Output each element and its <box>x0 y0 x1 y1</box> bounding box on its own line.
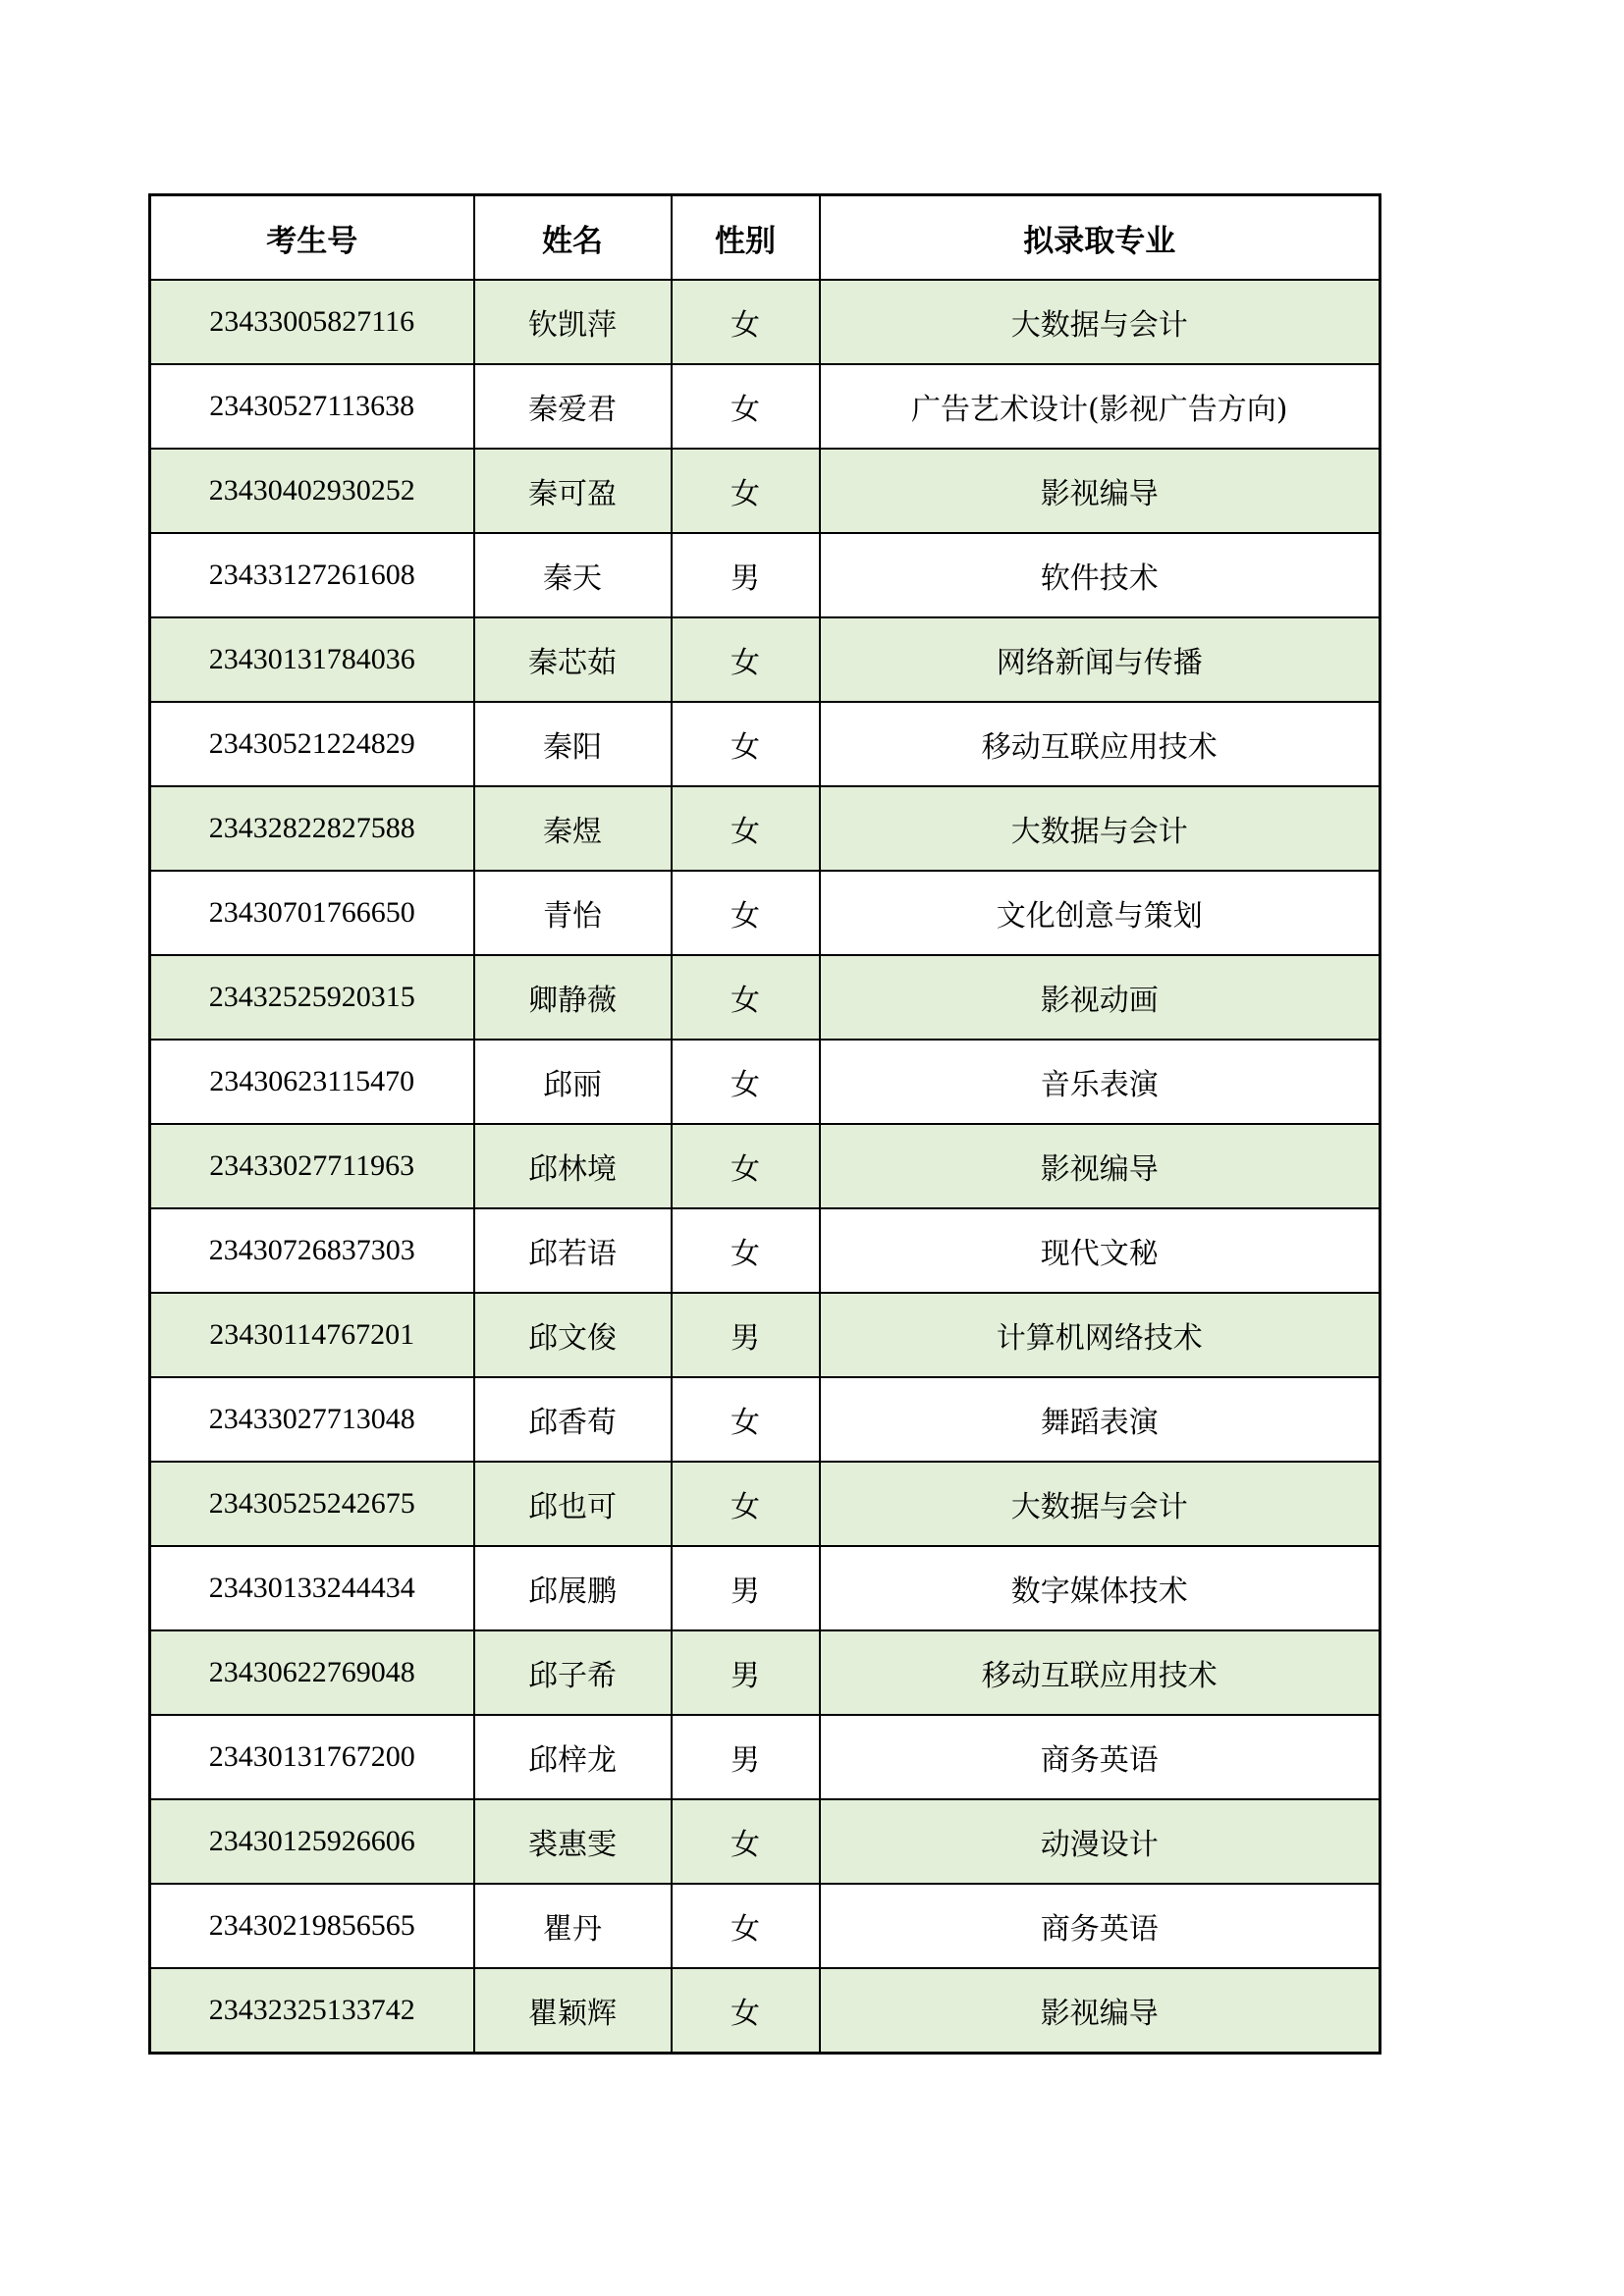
admission-table <box>148 193 1381 2055</box>
table-row <box>150 1040 1380 1124</box>
table-row <box>150 1884 1380 1968</box>
cell-major: 大数据与会计 <box>820 1462 1380 1546</box>
table-row <box>150 871 1380 955</box>
cell-exam-id: 23433027711963 <box>150 1124 474 1208</box>
cell-exam-id: 23430521224829 <box>150 702 474 786</box>
header-name: 姓名 <box>474 195 672 281</box>
table-row <box>150 280 1380 364</box>
table-row <box>150 364 1380 449</box>
header-major: 拟录取专业 <box>820 195 1380 281</box>
cell-exam-id: 23432325133742 <box>150 1968 474 2054</box>
table-row <box>150 1293 1380 1377</box>
cell-exam-id: 23430726837303 <box>150 1208 474 1293</box>
cell-major: 移动互联应用技术 <box>820 702 1380 786</box>
cell-name: 秦爱君 <box>474 364 672 449</box>
table-row <box>150 449 1380 533</box>
cell-gender: 女 <box>672 871 820 955</box>
cell-major: 影视编导 <box>820 449 1380 533</box>
cell-major: 现代文秘 <box>820 1208 1380 1293</box>
cell-gender: 女 <box>672 955 820 1040</box>
cell-gender: 男 <box>672 1630 820 1715</box>
cell-major: 大数据与会计 <box>820 280 1380 364</box>
cell-gender: 女 <box>672 449 820 533</box>
cell-exam-id: 23432822827588 <box>150 786 474 871</box>
cell-exam-id: 23430527113638 <box>150 364 474 449</box>
cell-name: 秦阳 <box>474 702 672 786</box>
cell-major: 舞蹈表演 <box>820 1377 1380 1462</box>
cell-name: 邱林境 <box>474 1124 672 1208</box>
cell-name: 邱丽 <box>474 1040 672 1124</box>
cell-name: 邱展鹏 <box>474 1546 672 1630</box>
cell-gender: 女 <box>672 617 820 702</box>
cell-gender: 男 <box>672 1293 820 1377</box>
cell-gender: 男 <box>672 1715 820 1799</box>
cell-exam-id: 23430701766650 <box>150 871 474 955</box>
table-row <box>150 955 1380 1040</box>
cell-gender: 女 <box>672 786 820 871</box>
cell-name: 青怡 <box>474 871 672 955</box>
cell-exam-id: 23433005827116 <box>150 280 474 364</box>
cell-exam-id: 23430402930252 <box>150 449 474 533</box>
cell-major: 大数据与会计 <box>820 786 1380 871</box>
cell-major: 动漫设计 <box>820 1799 1380 1884</box>
table-row <box>150 1377 1380 1462</box>
cell-exam-id: 23432525920315 <box>150 955 474 1040</box>
table-row <box>150 1715 1380 1799</box>
cell-exam-id: 23433127261608 <box>150 533 474 617</box>
table-row <box>150 1968 1380 2054</box>
cell-major: 网络新闻与传播 <box>820 617 1380 702</box>
cell-major: 数字媒体技术 <box>820 1546 1380 1630</box>
header-gender: 性别 <box>672 195 820 281</box>
table-row <box>150 617 1380 702</box>
cell-name: 秦煜 <box>474 786 672 871</box>
cell-exam-id: 23430622769048 <box>150 1630 474 1715</box>
table-row <box>150 1124 1380 1208</box>
cell-gender: 女 <box>672 364 820 449</box>
cell-major: 广告艺术设计(影视广告方向) <box>820 364 1380 449</box>
cell-gender: 女 <box>672 702 820 786</box>
cell-gender: 女 <box>672 1040 820 1124</box>
table-row <box>150 1208 1380 1293</box>
cell-gender: 男 <box>672 1546 820 1630</box>
cell-major: 影视动画 <box>820 955 1380 1040</box>
cell-name: 邱若语 <box>474 1208 672 1293</box>
cell-major: 移动互联应用技术 <box>820 1630 1380 1715</box>
cell-exam-id: 23430125926606 <box>150 1799 474 1884</box>
cell-exam-id: 23430219856565 <box>150 1884 474 1968</box>
cell-exam-id: 23430114767201 <box>150 1293 474 1377</box>
cell-gender: 女 <box>672 1462 820 1546</box>
cell-name: 邱文俊 <box>474 1293 672 1377</box>
cell-name: 瞿丹 <box>474 1884 672 1968</box>
cell-name: 邱子希 <box>474 1630 672 1715</box>
cell-exam-id: 23433027713048 <box>150 1377 474 1462</box>
cell-name: 秦芯茹 <box>474 617 672 702</box>
cell-name: 邱梓龙 <box>474 1715 672 1799</box>
cell-exam-id: 23430623115470 <box>150 1040 474 1124</box>
cell-gender: 女 <box>672 280 820 364</box>
table-row <box>150 1546 1380 1630</box>
table-row <box>150 1799 1380 1884</box>
cell-major: 商务英语 <box>820 1715 1380 1799</box>
cell-major: 商务英语 <box>820 1884 1380 1968</box>
cell-name: 瞿颖辉 <box>474 1968 672 2054</box>
table-row <box>150 702 1380 786</box>
table-header-row <box>150 195 1380 281</box>
cell-major: 文化创意与策划 <box>820 871 1380 955</box>
table-row <box>150 1630 1380 1715</box>
cell-major: 音乐表演 <box>820 1040 1380 1124</box>
cell-gender: 女 <box>672 1799 820 1884</box>
cell-name: 卿静薇 <box>474 955 672 1040</box>
cell-name: 秦可盈 <box>474 449 672 533</box>
table-body <box>150 280 1380 2054</box>
cell-name: 邱也可 <box>474 1462 672 1546</box>
cell-gender: 男 <box>672 533 820 617</box>
table-row <box>150 1462 1380 1546</box>
cell-gender: 女 <box>672 1377 820 1462</box>
cell-gender: 女 <box>672 1124 820 1208</box>
cell-major: 影视编导 <box>820 1124 1380 1208</box>
cell-name: 裘惠雯 <box>474 1799 672 1884</box>
cell-name: 钦凯萍 <box>474 280 672 364</box>
cell-name: 邱香荀 <box>474 1377 672 1462</box>
cell-major: 影视编导 <box>820 1968 1380 2054</box>
cell-major: 软件技术 <box>820 533 1380 617</box>
cell-major: 计算机网络技术 <box>820 1293 1380 1377</box>
table-row <box>150 786 1380 871</box>
header-exam-id: 考生号 <box>150 195 474 281</box>
table-row <box>150 533 1380 617</box>
cell-exam-id: 23430131767200 <box>150 1715 474 1799</box>
cell-exam-id: 23430525242675 <box>150 1462 474 1546</box>
cell-exam-id: 23430131784036 <box>150 617 474 702</box>
cell-name: 秦天 <box>474 533 672 617</box>
cell-exam-id: 23430133244434 <box>150 1546 474 1630</box>
cell-gender: 女 <box>672 1884 820 1968</box>
cell-gender: 女 <box>672 1208 820 1293</box>
cell-gender: 女 <box>672 1968 820 2054</box>
